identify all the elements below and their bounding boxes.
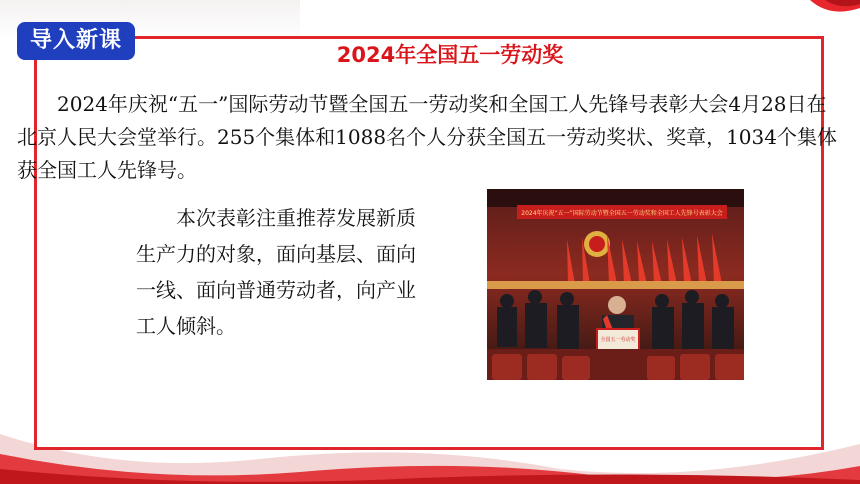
ceremony-photo [487,189,744,380]
paragraph-detail: 本次表彰注重推荐发展新质生产力的对象，面向基层、面向一线、面向普通劳动者，向产业工人倾斜。 [136,206,416,338]
banner-text: 2024年庆祝“五一”国际劳动节暨全国五一劳动奖和全国工人先锋号表彰大会 [521,210,723,217]
certificate-text: 全国五一劳动奖 [600,337,636,343]
section-tag: 导入新课 [17,22,135,60]
ribbon-decoration [800,0,860,25]
headline: 2024年全国五一劳动奖 [336,43,564,67]
paragraph-intro: 2024年庆祝“五一”国际劳动节暨全国五一劳动奖和全国工人先锋号表彰大会4月28日在北京人民大会堂举行。255个集体和1088名个人分获全国五一劳动奖状、奖章，1034个集体获全国工人先锋号。 [17,92,837,182]
